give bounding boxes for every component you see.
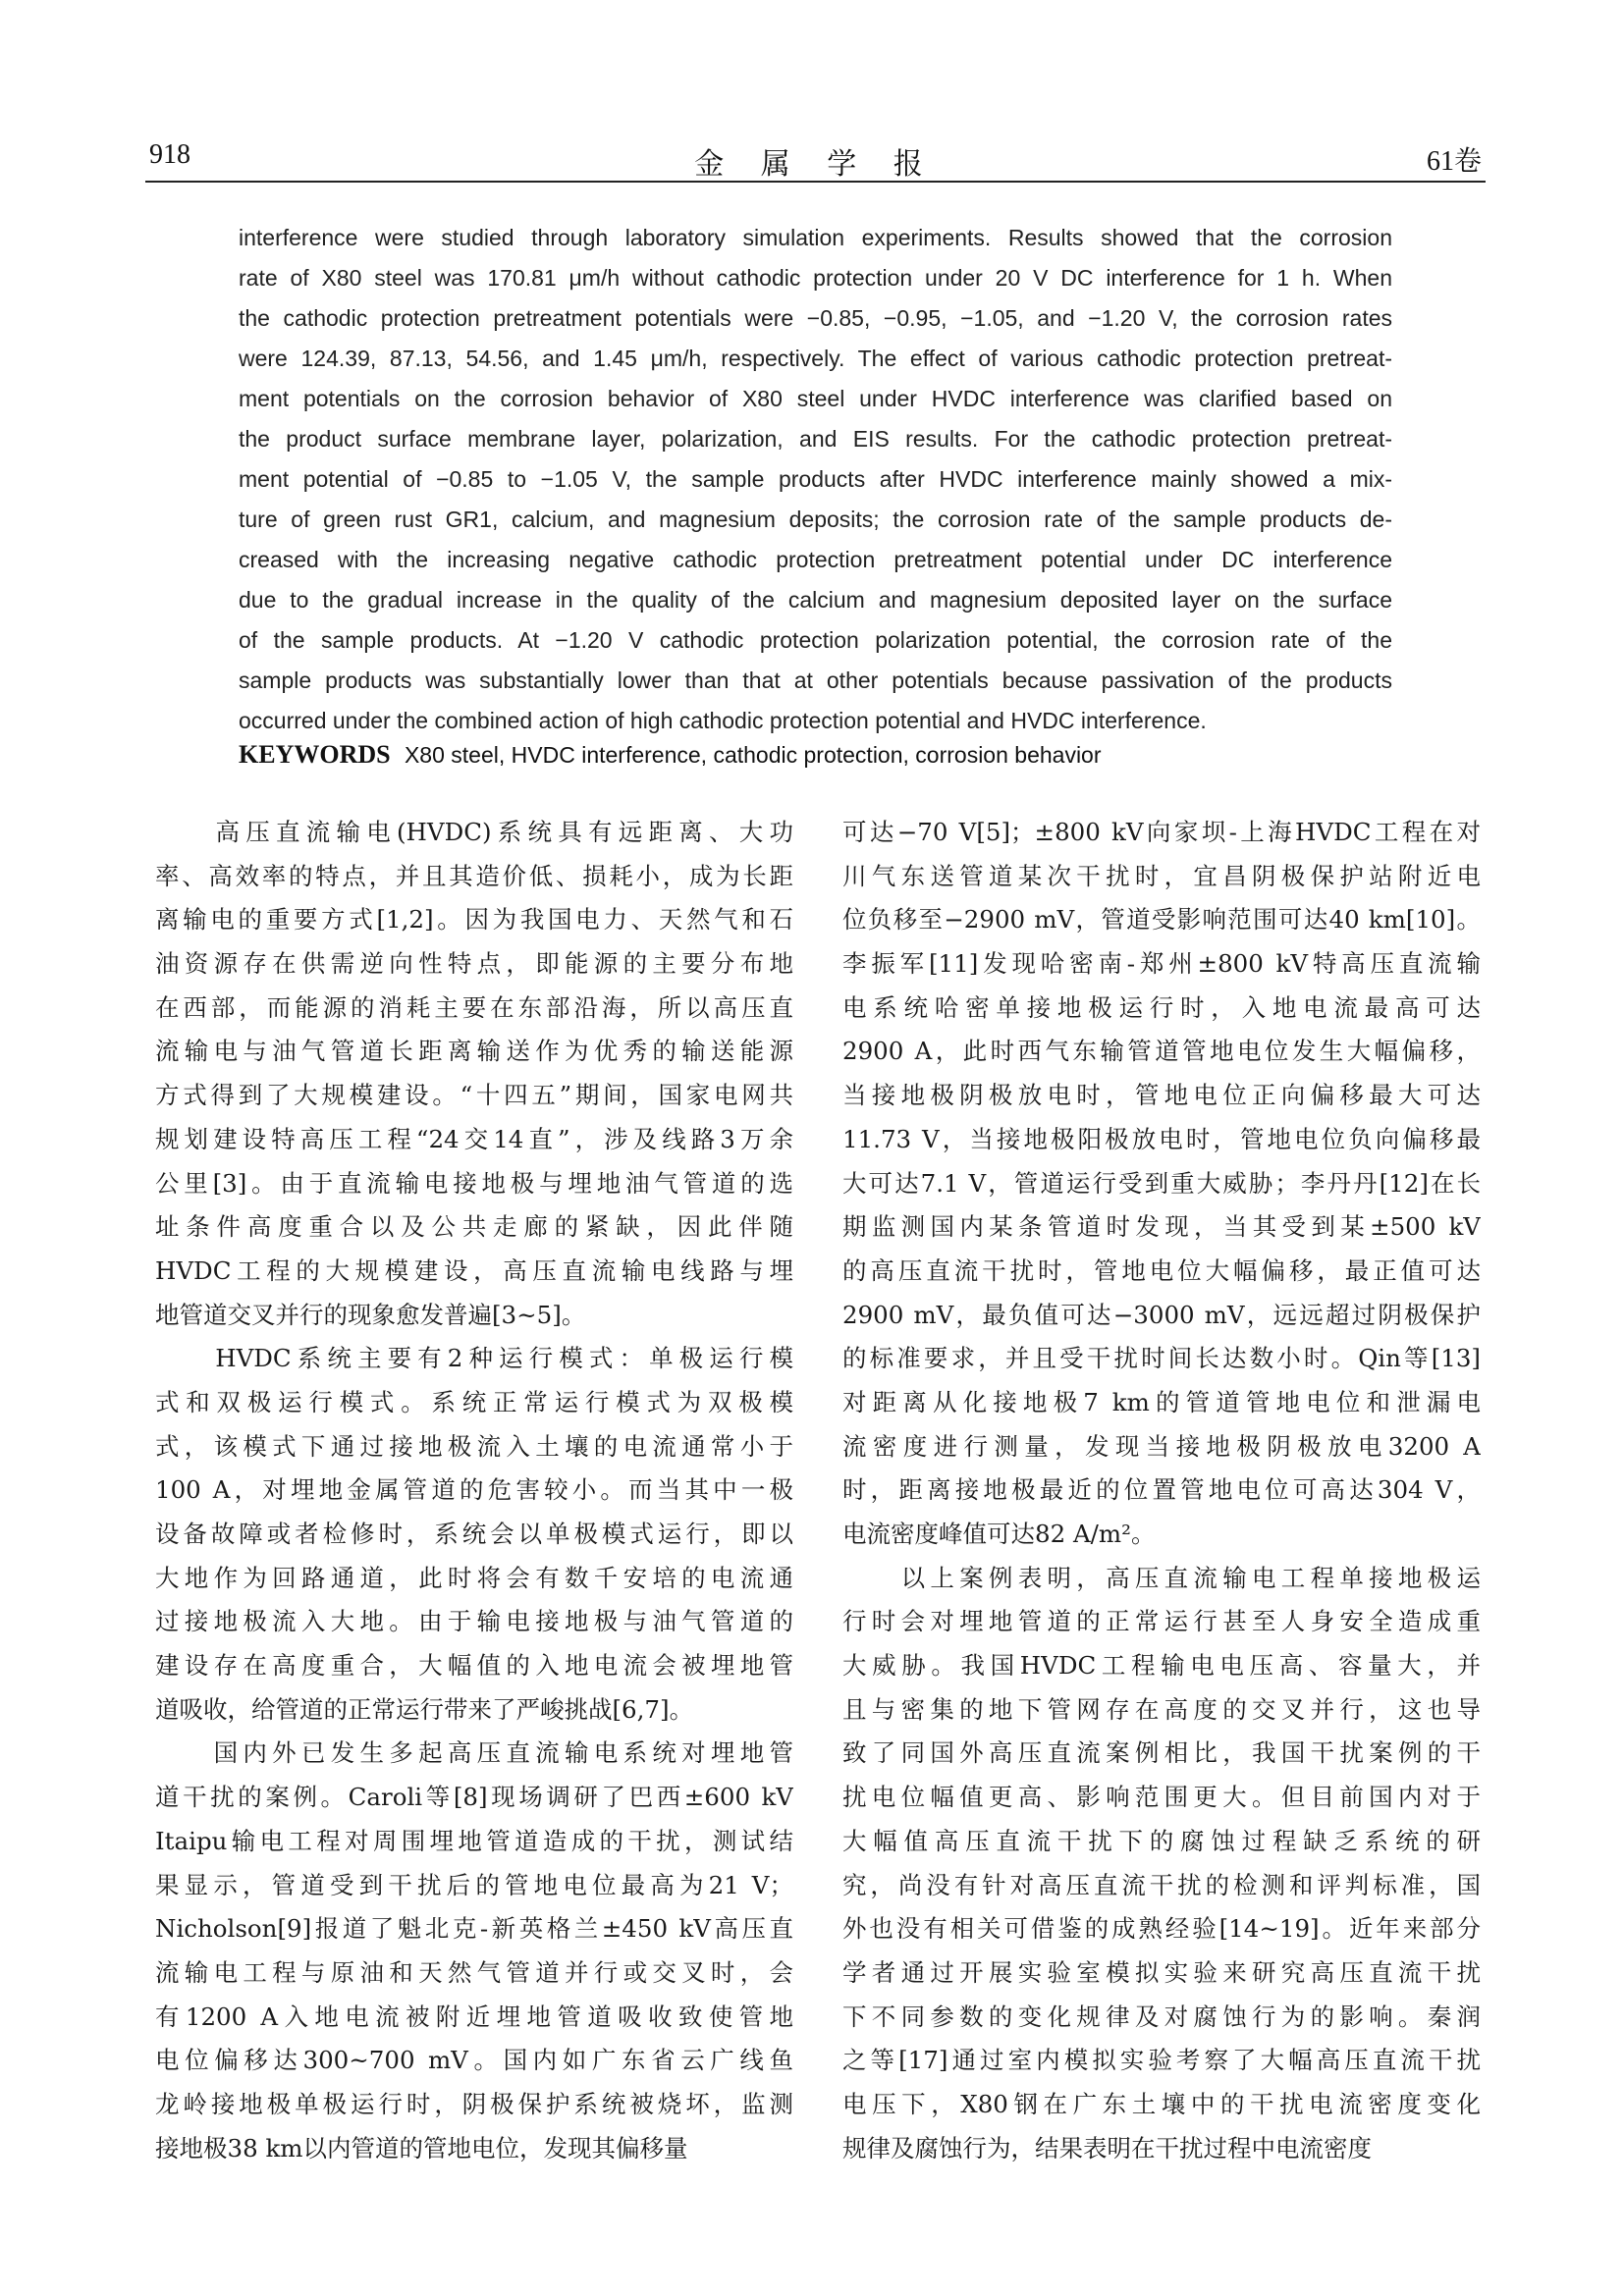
abstract-line: rate of X80 steel was 170.81 μm/h without cathodic protection under 20 V DC interference for 1 h. When — [239, 265, 1392, 291]
body-text-line: 以上案例表明，高压直流输电工程单接地极运 — [842, 1563, 1481, 1592]
body-text-line: 式，该模式下通过接地极流入土壤的电流通常小于 — [155, 1431, 793, 1461]
body-text-line: 规划建设特高压工程“24交14直”，涉及线路3万余 — [155, 1124, 793, 1153]
left-column — [155, 811, 793, 2170]
body-text-line: 2900 mV，最负值可达−3000 mV，远远超过阴极保护 — [842, 1300, 1481, 1329]
body-text-line: 方式得到了大规模建设。“十四五”期间，国家电网共 — [155, 1081, 793, 1110]
body-text-line: 址条件高度重合以及公共走廊的紧缺，因此伴随 — [155, 1212, 793, 1242]
body-text-line: 规律及腐蚀行为，结果表明在干扰过程中电流密度 — [842, 2133, 1372, 2163]
body-text-line: 100 A，对埋地金属管道的危害较小。而当其中一极 — [155, 1475, 793, 1505]
body-text-line: 接地极38 km以内管道的管地电位，发现其偏移量 — [155, 2133, 688, 2163]
body-text-line: 公里[3]。由于直流输电接地极与埋地油气管道的选 — [155, 1168, 793, 1198]
page-number: 918 — [149, 139, 190, 170]
body-text-line: 率、高效率的特点，并且其造价低、损耗小，成为长距 — [155, 861, 793, 890]
body-text-line: 地管道交叉并行的现象愈发普遍[3~5]。 — [155, 1300, 586, 1329]
volume-label: 61卷 — [1426, 146, 1482, 177]
body-text-line: 果显示，管道受到干扰后的管地电位最高为21 V； — [155, 1870, 793, 1899]
body-text-line: 电流密度峰值可达82 A/m²。 — [842, 1520, 1156, 1548]
body-text-line: 大地作为回路通道，此时将会有数千安培的电流通 — [155, 1563, 793, 1592]
abstract-line: of the sample products. At −1.20 V cathodic protection polarization potential, the corrosion rate of the — [239, 627, 1392, 653]
abstract-line: the product surface membrane layer, polarization, and EIS results. For the cathodic protection pretreat- — [239, 426, 1392, 452]
abstract-line: were 124.39, 87.13, 54.56, and 1.45 μm/h, respectively. The effect of various cathodic protection pretreat- — [239, 346, 1392, 371]
body-text-line: 致了同国外高压直流案例相比，我国干扰案例的干 — [842, 1738, 1481, 1768]
abstract-line: due to the gradual increase in the quality of the calcium and magnesium deposited layer on the surface — [239, 587, 1392, 613]
body-text-line: 大可达7.1 V，管道运行受到重大威胁；李丹丹[12]在长 — [842, 1168, 1481, 1198]
abstract-line: the cathodic protection pretreatment potentials were −0.85, −0.95, −1.05, and −1.20 V, the corrosion rates — [239, 305, 1392, 331]
body-text-line: Nicholson[9]报道了魁北克-新英格兰±450 kV高压直 — [155, 1914, 793, 1944]
page-header — [145, 137, 1486, 183]
body-text-line: 且与密集的地下管网存在高度的交叉并行，这也导 — [842, 1694, 1481, 1724]
body-text-line: 当接地极阴极放电时，管地电位正向偏移最大可达 — [842, 1081, 1481, 1110]
abstract-line: ment potential of −0.85 to −1.05 V, the sample products after HVDC interference mainly showed a mix- — [239, 466, 1392, 492]
body-text-line: 期监测国内某条管道时发现，当其受到某±500 kV — [842, 1212, 1481, 1242]
abstract-body — [239, 218, 1392, 741]
keywords-label: KEYWORDS — [239, 740, 391, 769]
body-text-line: HVDC工程的大规模建设，高压直流输电线路与埋 — [155, 1255, 793, 1285]
body-text-line: 究，尚没有针对高压直流干扰的检测和评判标准，国 — [842, 1870, 1481, 1899]
body-text-line: 大幅值高压直流干扰下的腐蚀过程缺乏系统的研 — [842, 1826, 1481, 1855]
abstract-line: creased with the increasing negative cathodic protection pretreatment potential under DC interference — [239, 547, 1392, 572]
body-text-line: 高压直流输电(HVDC)系统具有远距离、大功 — [155, 818, 793, 846]
right-column — [842, 811, 1481, 2170]
body-text-line: Itaipu输电工程对周围埋地管道造成的干扰，测试结 — [155, 1826, 793, 1855]
body-text-line: 川气东送管道某次干扰时，宜昌阴极保护站附近电 — [842, 861, 1481, 890]
body-text-line: 外也没有相关可借鉴的成熟经验[14~19]。近年来部分 — [842, 1914, 1481, 1944]
body-text-line: 设备故障或者检修时，系统会以单极模式运行，即以 — [155, 1520, 793, 1548]
body-text-line: 电压下，X80钢在广东土壤中的干扰电流密度变化 — [842, 2089, 1481, 2118]
body-text-line: 可达−70 V[5]；±800 kV向家坝-上海HVDC工程在对 — [842, 818, 1481, 846]
body-text-line: 行时会对埋地管道的正常运行甚至人身安全造成重 — [842, 1607, 1481, 1636]
body-text-line: 式和双极运行模式。系统正常运行模式为双极模 — [155, 1387, 793, 1416]
abstract-line: ture of green rust GR1, calcium, and magnesium deposits; the corrosion rate of the sample products de- — [239, 507, 1392, 532]
body-text-line: 下不同参数的变化规律及对腐蚀行为的影响。秦润 — [842, 2002, 1481, 2031]
abstract-line: ment potentials on the corrosion behavior of X80 steel under HVDC interference was clarified based on — [239, 386, 1392, 411]
keywords-text: X80 steel, HVDC interference, cathodic protection, corrosion behavior — [404, 742, 1102, 768]
body-text-line: 对距离从化接地极7 km的管道管地电位和泄漏电 — [842, 1387, 1481, 1416]
body-text-line: 位负移至−2900 mV，管道受影响范围可达40 km[10]。 — [842, 905, 1481, 934]
body-text-line: 过接地极流入大地。由于输电接地极与油气管道的 — [155, 1607, 793, 1636]
body-text-line: 电系统哈密单接地极运行时，入地电流最高可达 — [842, 992, 1481, 1022]
body-text-line: 在西部，而能源的消耗主要在东部沿海，所以高压直 — [155, 992, 793, 1022]
body-text-line: 的标准要求，并且受干扰时间长达数小时。Qin等[13] — [842, 1344, 1481, 1373]
body-text-line: 流密度进行测量，发现当接地极阴极放电3200 A — [842, 1431, 1481, 1461]
body-text-line: 离输电的重要方式[1,2]。因为我国电力、天然气和石 — [155, 905, 793, 934]
body-text-line: 李振军[11]发现哈密南-郑州±800 kV特高压直流输 — [842, 949, 1481, 979]
body-text-line: 道干扰的案例。Caroli等[8]现场调研了巴西±600 kV — [155, 1783, 793, 1812]
body-text-line: 学者通过开展实验室模拟实验来研究高压直流干扰 — [842, 1957, 1481, 1987]
journal-title: 金 属 学 报 — [694, 147, 937, 182]
body-text-line: 建设存在高度重合，大幅值的入地电流会被埋地管 — [155, 1651, 793, 1681]
body-text-line: 流输电工程与原油和天然气管道并行或交叉时，会 — [155, 1957, 793, 1987]
body-text-line: 之等[17]通过室内模拟实验考察了大幅高压直流干扰 — [842, 2046, 1481, 2075]
body-text-line: 大威胁。我国HVDC工程输电电压高、容量大，并 — [842, 1651, 1481, 1681]
keywords — [239, 740, 1392, 770]
body-text-line: 11.73 V，当接地极阳极放电时，管地电位负向偏移最 — [842, 1124, 1481, 1153]
abstract-line: occurred under the combined action of high cathodic protection potential and HVDC interference. — [239, 708, 1207, 733]
body-text-line: 有1200 A入地电流被附近埋地管道吸收致使管地 — [155, 2002, 793, 2031]
abstract-line: sample products was substantially lower than that at other potentials because passivation of the products — [239, 667, 1392, 693]
body-text-line: 道吸收，给管道的正常运行带来了严峻挑战[6,7]。 — [155, 1694, 694, 1724]
body-text-line: 流输电与油气管道长距离输送作为优秀的输送能源 — [155, 1037, 793, 1066]
body-text-line: 龙岭接地极单极运行时，阴极保护系统被烧坏，监测 — [155, 2089, 793, 2118]
abstract-line: interference were studied through laboratory simulation experiments. Results showed that the corrosion — [239, 225, 1392, 250]
body-text-line: 时，距离接地极最近的位置管地电位可高达304 V， — [842, 1475, 1481, 1505]
body-text-line: 国内外已发生多起高压直流输电系统对埋地管 — [155, 1738, 793, 1768]
body-text-line: 扰电位幅值更高、影响范围更大。但目前国内对于 — [842, 1783, 1481, 1812]
body-text-line: 油资源存在供需逆向性特点，即能源的主要分布地 — [155, 949, 793, 979]
body-text-line: HVDC系统主要有2种运行模式：单极运行模 — [155, 1344, 793, 1373]
body-text-line: 电位偏移达300~700 mV。国内如广东省云广线鱼 — [155, 2046, 793, 2075]
body-text-line: 的高压直流干扰时，管地电位大幅偏移，最正值可达 — [842, 1255, 1481, 1285]
body-text-line: 2900 A，此时西气东输管道管地电位发生大幅偏移， — [842, 1037, 1481, 1066]
